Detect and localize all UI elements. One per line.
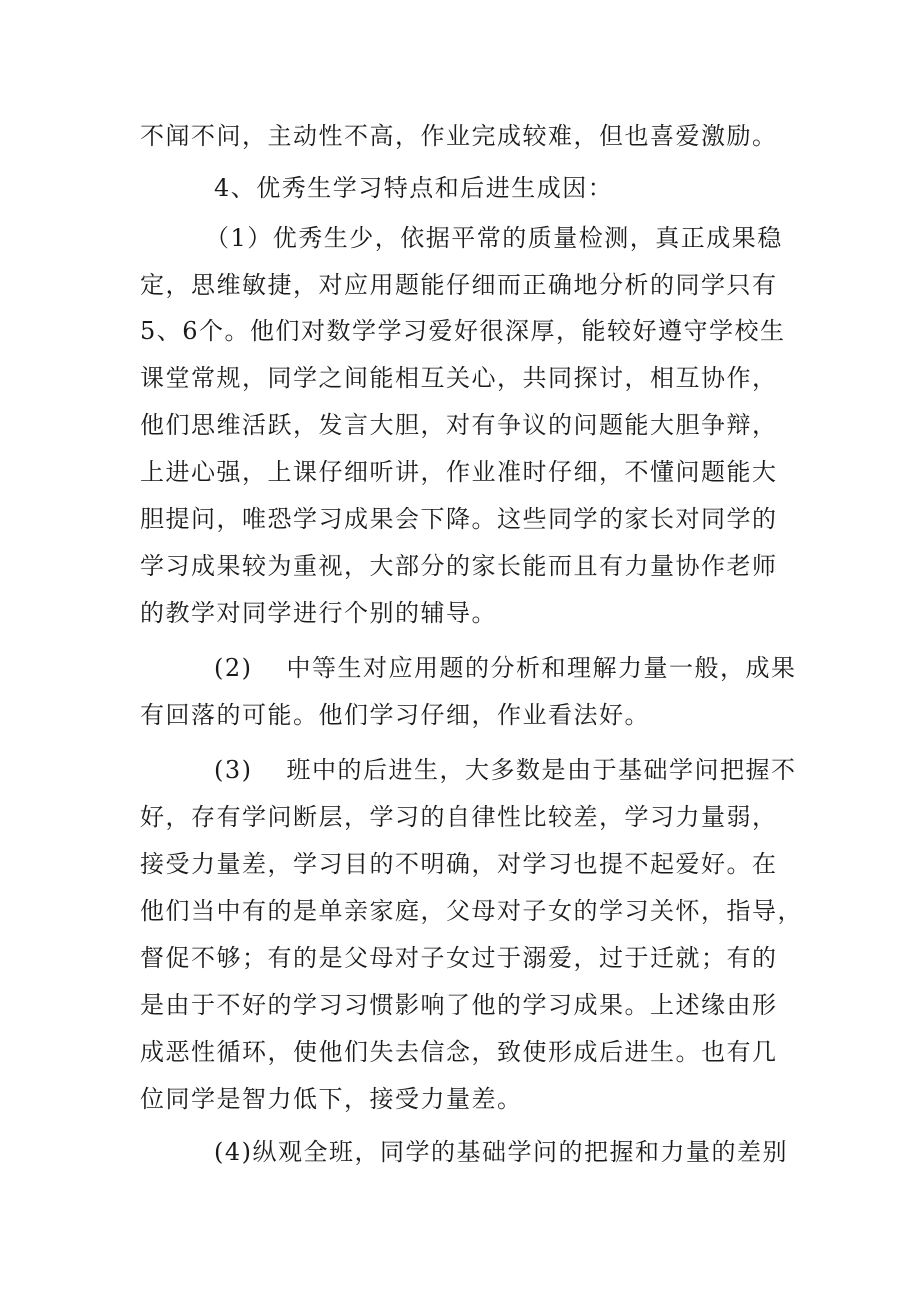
text-line: （1）优秀生少，依据平常的质量检测，真正成果稳 [205, 224, 783, 252]
text-line: 定，思维敏捷，对应用题能仔细而正确地分析的同学只有 [140, 271, 778, 299]
text-line: 他们当中有的是单亲家庭，父母对子女的学习关怀，指导， [140, 897, 803, 925]
item-2-number: (2) [214, 654, 253, 682]
text-line: 他们思维活跃，发言大胆，对有争议的问题能大胆争辩， [140, 411, 778, 439]
text-line: 的教学对同学进行个别的辅导。 [140, 599, 497, 627]
item-2-line [214, 653, 797, 683]
item-3-number: (3) [214, 756, 253, 784]
text-line: 接受力量差，学习目的不明确，对学习也提不起爱好。在 [140, 850, 778, 878]
text-line: 好，存有学问断层，学习的自律性比较差，学习力量弱， [140, 803, 778, 831]
section-heading: 4、优秀生学习特点和后进生成因： [214, 174, 614, 202]
text-line: 胆提问，唯恐学习成果会下降。这些同学的家长对同学的 [140, 505, 778, 533]
text-line: 有回落的可能。他们学习仔细，作业看法好。 [140, 701, 650, 729]
text-line: 督促不够；有的是父母对子女过于溺爱，过于迁就；有的 [140, 944, 778, 972]
item-3-text: 班中的后进生，大多数是由于基础学问把握不 [286, 756, 797, 784]
text-line: 成恶性循环，使他们失去信念，致使形成后进生。也有几 [140, 1038, 778, 1066]
text-line: 课堂常规，同学之间能相互关心，共同探讨，相互协作， [140, 364, 778, 392]
text-line: 位同学是智力低下，接受力量差。 [140, 1085, 523, 1113]
text-line: 是由于不好的学习习惯影响了他的学习成果。上述缘由形 [140, 991, 778, 1019]
item-3-line [214, 755, 797, 785]
item-2-text: 中等生对应用题的分析和理解力量一般，成果 [286, 654, 797, 682]
text-line: 学习成果较为重视，大部分的家长能而且有力量协作老师 [140, 552, 778, 580]
text-line: 不闻不问，主动性不高，作业完成较难，但也喜爱激励。 [140, 122, 778, 150]
text-line: 5、6个。他们对数学学习爱好很深厚，能较好遵守学校生 [140, 317, 786, 345]
text-line: 上进心强，上课仔细听讲，作业准时仔细，不懂问题能大 [140, 458, 778, 486]
item-4-line: (4)纵观全班，同学的基础学问的把握和力量的差别 [214, 1138, 788, 1166]
